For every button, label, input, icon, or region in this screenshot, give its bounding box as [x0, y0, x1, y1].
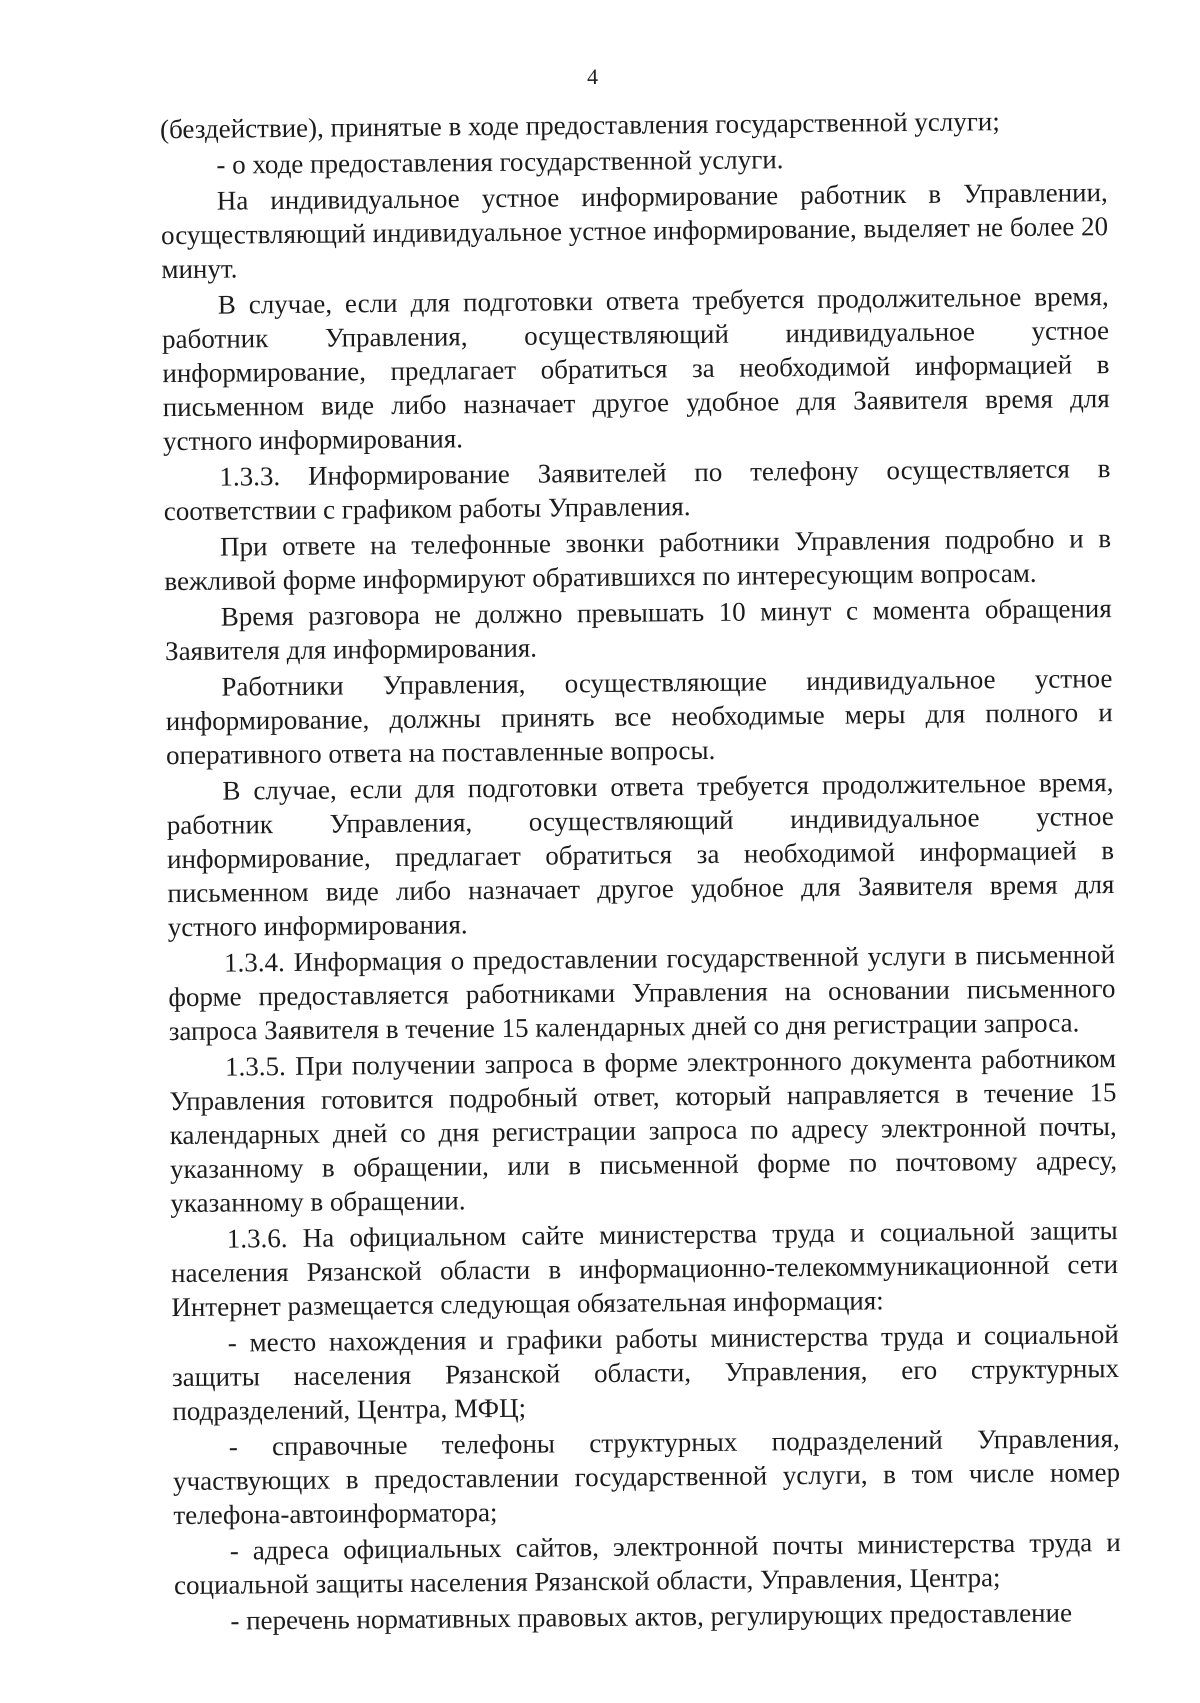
- paragraph: В случае, если для подготовки ответа требуется продолжительное время, работник Управления, осуществляющий индивидуальное устное информирование, предлагает обратиться за необходимой информацией в письменном виде либо назначает другое удобное для Заявителя время для устного информирования.: [166, 767, 1115, 943]
- paragraph: 1.3.4. Информация о предоставлении государственной услуги в письменной форме предоставляется работниками Управления на основании письменного запроса Заявителя в течение 15 календарных дней со дня регистрации запроса.: [168, 939, 1116, 1047]
- paragraph: 1.3.3. Информирование Заявителей по телефону осуществляется в соответствии с графиком работы Управления.: [163, 453, 1111, 527]
- paragraph: В случае, если для подготовки ответа требуется продолжительное время, работник Управления, осуществляющий индивидуальное устное информирование, предлагает обратиться за необходимой информацией в письменном виде либо назначает другое удобное для Заявителя время для устного информирования.: [161, 281, 1110, 457]
- paragraph: На индивидуальное устное информирование работник в Управлении, осуществляющий индивидуальное устное информирование, выделяет не более 20 минут.: [160, 177, 1109, 285]
- paragraph: Работники Управления, осуществляющие индивидуальное устное информирование, должны принять все необходимые меры для полного и оперативного ответа на поставленные вопросы.: [165, 663, 1113, 771]
- paragraph: 1.3.5. При получении запроса в форме электронного документа работником Управления готовится подробный ответ, который направляется в течение 15 календарных дней со дня регистрации запроса по адресу электронной почты, указанному в обращении, или в письменной форме по почтовому адресу, указанному в обращении.: [169, 1043, 1118, 1219]
- paragraph: - справочные телефоны структурных подразделений Управления, участвующих в предоставлении государственной услуги, в том числе номер телефона-автоинформатора;: [172, 1423, 1121, 1531]
- paragraph: - о ходе предоставления государственной услуги.: [216, 144, 784, 180]
- paragraph: - место нахождения и графики работы министерства труда и социальной защиты населения Рязанской области, Управления, его структурных подразделений, Центра, МФЦ;: [171, 1319, 1120, 1427]
- document-body: [160, 103, 1122, 1640]
- paragraph: При ответе на телефонные звонки работники Управления подробно и в вежливой форме информируют обратившихся по интересующим вопросам.: [164, 523, 1112, 597]
- paragraph: 1.3.6. На официальном сайте министерства труда и социальной защиты населения Рязанской области в информационно-телекоммуникационной сети Интернет размещается следующая обязательная информация:: [170, 1215, 1119, 1323]
- paragraph: (бездействие), принятые в ходе предоставления государственной услуги;: [159, 106, 1000, 145]
- paragraph: - перечень нормативных правовых актов, регулирующих предоставление: [230, 1597, 1073, 1636]
- paragraph: - адреса официальных сайтов, электронной почты министерства труда и социальной защиты населения Рязанской области, Управления, Центра;: [173, 1527, 1121, 1601]
- page-number: 4: [586, 63, 599, 90]
- paragraph: Время разговора не должно превышать 10 минут с момента обращения Заявителя для информирования.: [164, 593, 1112, 667]
